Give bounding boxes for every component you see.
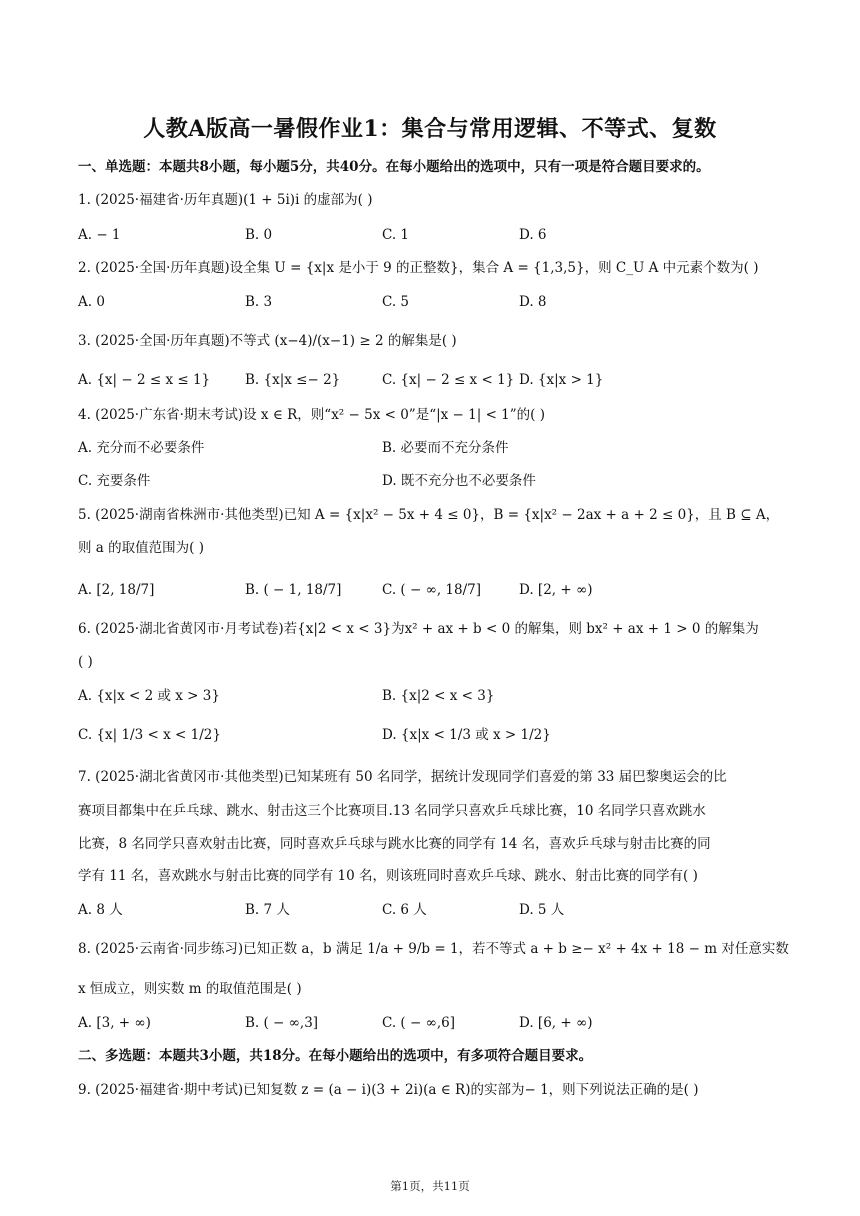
question-8-stem-line-1: 8. (2025·云南省·同步练习)已知正数 a，b 满足 1/a + 9/b = 1，若不等式 a + b ≥− x² + 4x + 18 − m 对任意实数 (78, 941, 789, 957)
question-2-option-c: C. 5 (382, 294, 410, 310)
question-4-option-c: C. 充要条件 (78, 473, 151, 489)
question-6-stem-line-1: 6. (2025·湖北省黄冈市·月考试卷)若{x|2 < x < 3}为x² + ax + b < 0 的解集，则 bx² + ax + 1 > 0 的解集为 (78, 621, 759, 637)
question-7-stem-line-4: 学有 11 名，喜欢跳水与射击比赛的同学有 10 名，则该班同时喜欢乒乓球、跳水、射击比赛的同学有( ) (78, 868, 698, 884)
question-9-stem: 9. (2025·福建省·期中考试)已知复数 z = (a − i)(3 + 2i)(a ∈ R)的实部为− 1，则下列说法正确的是( ) (78, 1082, 699, 1098)
question-4-option-a: A. 充分而不必要条件 (78, 440, 205, 456)
question-1-option-c: C. 1 (382, 227, 410, 243)
question-3-option-c: C. {x| − 2 ≤ x < 1} (382, 372, 515, 388)
question-4-option-d: D. 既不充分也不必要条件 (382, 473, 536, 489)
question-2-stem: 2. (2025·全国·历年真题)设全集 U = {x|x 是小于 9 的正整数}，集合 A = {1,3,5}，则 C_U A 中元素个数为( ) (78, 260, 759, 276)
question-3-option-b: B. {x|x ≤− 2} (245, 372, 341, 388)
question-7-option-d: D. 5 人 (519, 902, 565, 918)
question-5-option-d: D. [2, + ∞) (519, 582, 593, 598)
question-7-option-b: B. 7 人 (245, 902, 290, 918)
section-heading-single-choice: 一、单选题：本题共8小题，每小题5分，共40分。在每小题给出的选项中，只有一项是符合题目要求的。 (78, 159, 710, 175)
question-5-stem-line-2: 则 a 的取值范围为( ) (78, 540, 204, 556)
page-title: 人教A版高一暑假作业1：集合与常用逻辑、不等式、复数 (143, 116, 717, 142)
question-7-option-a: A. 8 人 (78, 902, 123, 918)
question-6-option-d: D. {x|x < 1/3 或 x > 1/2} (382, 727, 551, 743)
question-8-option-a: A. [3, + ∞) (78, 1015, 151, 1031)
question-6-option-a: A. {x|x < 2 或 x > 3} (78, 688, 220, 704)
question-3-option-d: D. {x|x > 1} (519, 372, 604, 388)
question-6-option-b: B. {x|2 < x < 3} (382, 688, 495, 704)
question-8-option-c: C. ( − ∞,6] (382, 1015, 455, 1031)
question-8-option-d: D. [6, + ∞) (519, 1015, 593, 1031)
question-4-stem: 4. (2025·广东省·期末考试)设 x ∈ R，则“x² − 5x < 0”是“|x − 1| < 1”的( ) (78, 407, 546, 423)
page-footer: 第1页，共11页 (390, 1179, 470, 1193)
question-2-option-d: D. 8 (519, 294, 547, 310)
question-1-option-b: B. 0 (245, 227, 273, 243)
question-8-option-b: B. ( − ∞,3] (245, 1015, 319, 1031)
question-6-option-c: C. {x| 1/3 < x < 1/2} (78, 727, 221, 743)
question-7-stem-line-2: 赛项目都集中在乒乓球、跳水、射击这三个比赛项目.13 名同学只喜欢乒乓球比赛，10 名同学只喜欢跳水 (78, 803, 706, 819)
question-6-stem-line-2: ( ) (78, 654, 93, 670)
question-8-stem-line-2: x 恒成立，则实数 m 的取值范围是( ) (78, 981, 302, 997)
question-5-option-b: B. ( − 1, 18/7] (245, 582, 342, 598)
question-5-option-a: A. [2, 18/7] (78, 582, 155, 598)
question-5-option-c: C. ( − ∞, 18/7] (382, 582, 482, 598)
question-7-option-c: C. 6 人 (382, 902, 427, 918)
section-heading-multi-choice: 二、多选题：本题共3小题，共18分。在每小题给出的选项中，有多项符合题目要求。 (78, 1048, 593, 1064)
question-1-option-d: D. 6 (519, 227, 547, 243)
question-7-stem-line-1: 7. (2025·湖北省黄冈市·其他类型)已知某班有 50 名同学，据统计发现同学们喜爱的第 33 届巴黎奥运会的比 (78, 769, 727, 785)
question-2-option-a: A. 0 (78, 294, 105, 310)
question-2-option-b: B. 3 (245, 294, 273, 310)
question-1-stem: 1. (2025·福建省·历年真题)(1 + 5i)i 的虚部为( ) (78, 192, 373, 208)
question-1-option-a: A. − 1 (78, 227, 121, 243)
question-7-stem-line-3: 比赛，8 名同学只喜欢射击比赛，同时喜欢乒乓球与跳水比赛的同学有 14 名，喜欢乒乓球与射击比赛的同 (78, 836, 711, 852)
question-3-stem: 3. (2025·全国·历年真题)不等式 (x−4)/(x−1) ≥ 2 的解集是( ) (78, 333, 457, 349)
question-3-option-a: A. {x| − 2 ≤ x ≤ 1} (78, 372, 211, 388)
question-4-option-b: B. 必要而不充分条件 (382, 440, 509, 456)
question-5-stem-line-1: 5. (2025·湖南省株洲市·其他类型)已知 A = {x|x² − 5x + 4 ≤ 0}，B = {x|x² − 2ax + a + 2 ≤ 0}，且 B ⊆ A， (78, 507, 780, 523)
